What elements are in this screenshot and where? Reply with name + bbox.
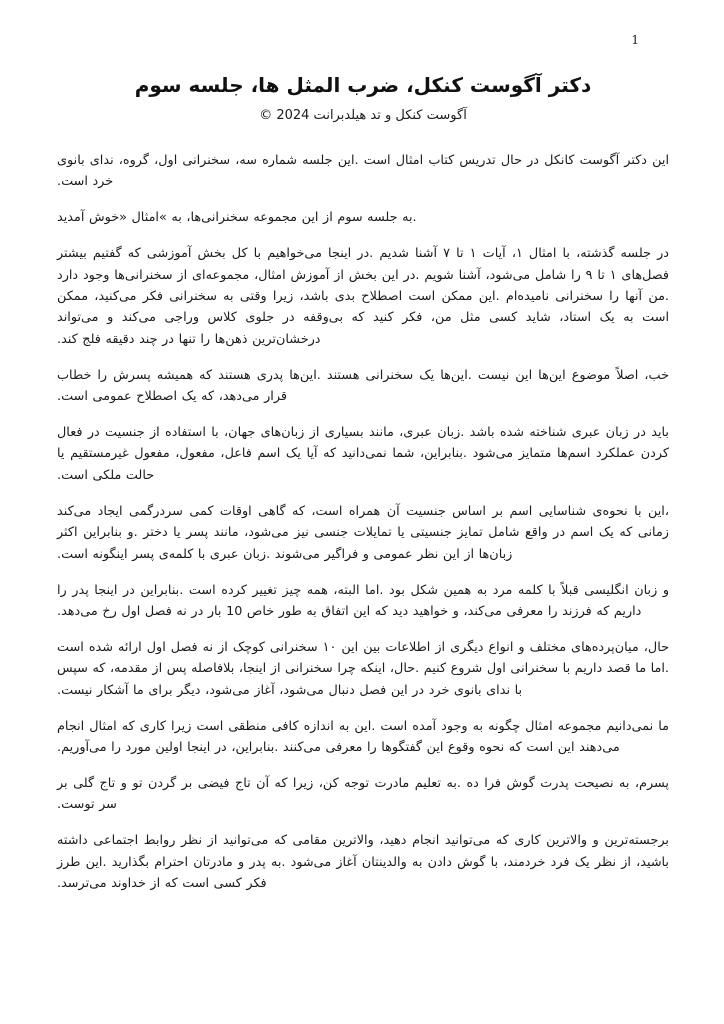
paragraph: .به جلسه سوم از این مجموعه سخنرانی‌ها، به »امثال «خوش آمدید [57, 210, 417, 226]
paragraph: باید در زبان عبری شناخته شده باشد .زبان عبری، مانند بسیاری از زبان‌های جهان، با استفاده از جنسیت در فعال کردن عملکرد اسم‌ها متمایز می‌شود .بنابراین، شما نمی‌دانید که آیا یک اسم فاعل، مفعول، مفعول غیرمستقیم یا حالت ملکی است. [57, 425, 669, 483]
paragraph: برجسته‌ترین و والاترین کاری که می‌توانید انجام دهید، والاترین مقامی که می‌توانید از نظر روابط اجتماعی داشته باشید، از نظر یک فرد خردمند، با گوش دادن به والدینتان آغاز می‌شود .به پدر و مادرتان احترام بگذارید .این طرز فکر کسی است که از خداوند می‌ترسد. [57, 833, 669, 891]
page-number: 1 [631, 33, 639, 47]
paragraph: این دکتر آگوست کانکل در حال تدریس کتاب امثال است .این جلسه شماره سه، سخنرانی اول، گروه، ندای بانوی خرد است. [57, 153, 669, 190]
paragraph: و زبان انگلیسی قبلاً با کلمه مرد به همین شکل بود .اما البته، همه چیز تغییر کرده است .بنابراین در اینجا پدر را داریم که فرزند را معرفی می‌کند، و خواهید دید که این اتفاق به طور خاص 10 بار در نه فصل اول رخ می‌دهد. [57, 582, 669, 619]
copyright-line: آگوست کنکل و تد هیلدبرانت 2024 © [259, 108, 467, 123]
paragraph: ما نمی‌دانیم مجموعه امثال چگونه به وجود آمده است .این به اندازه کافی منطقی است زیرا کاری که امثال انجام می‌دهند این است که نحوه وقوع این گفتگوها را معرفی می‌کنند .بنابراین، در اینجا اولین مورد را می‌آوریم. [57, 718, 669, 755]
paragraph: ،این با نحوه‌ی شناسایی اسم بر اساس جنسیت آن همراه است، که گاهی اوقات کمی سردرگمی ایجاد می‌کند زمانی که یک اسم در واقع شامل تمایز جنسیتی یا تمایلات جنسی نیز می‌شود، مانند پسر یا دختر .و بنابراین اکثر زبان‌ها از این نظر عمومی و فراگیر می‌شوند .زبان عبری با کلمه‌ی پسر اینگونه است. [57, 503, 669, 562]
document-title: دکتر آگوست کنکل، ضرب المثل ها، جلسه سوم [134, 73, 592, 97]
document-content [57, 72, 669, 909]
paragraph: پسرم، به نصیحت پدرت گوش فرا ده .به تعلیم مادرت توجه کن، زیرا که آن تاج فیضی بر گردن تو و تاج گلی بر سر توست. [57, 775, 669, 813]
paragraph: در جلسه گذشته، با امثال ۱، آیات ۱ تا ۷ آشنا شدیم .در اینجا می‌خواهیم با کل بخش آموزشی که گفتیم بیشتر فصل‌های ۱ تا ۹ را شامل می‌شود، آشنا شویم .در این بخش از آموزش امثال، مجموعه‌ای از سخنرانی‌ها وجود دارد .من آنها را سخنرانی نامیده‌ام .این ممکن است اصطلاح بدی باشد، زیرا وقتی به سخنرانی فکر می‌کنید، ممکن است به یک استاد، شاید کسی مثل من، فکر کنید که بی‌وقفه در جلوی کلاس وراجی می‌کند و می‌تواند درخشان‌ترین ذهن‌ها را تنها در چند دقیقه فلج کند. [57, 246, 670, 347]
paragraph: حال، میان‌پرده‌های مختلف و انواع دیگری از اطلاعات بین این ۱۰ سخنرانی کوچک از نه فصل اول ارائه شده است .اما ما قصد داریم با سخنرانی اول شروع کنیم .حال، اینکه چرا سخنرانی از اینجا، بلافاصله پس از مقدمه، که سپس با ندای بانوی خرد در این فصل دنبال می‌شود، آغاز می‌شود، دیگر برای ما آشکار نیست. [56, 639, 669, 698]
document-body [57, 150, 669, 894]
paragraph: خب، اصلاً موضوع این‌ها این نیست .این‌ها یک سخنرانی هستند .این‌ها پدری هستند که همیشه پسرش را خطاب قرار می‌دهد، که یک اصطلاح عمومی است. [57, 367, 669, 405]
